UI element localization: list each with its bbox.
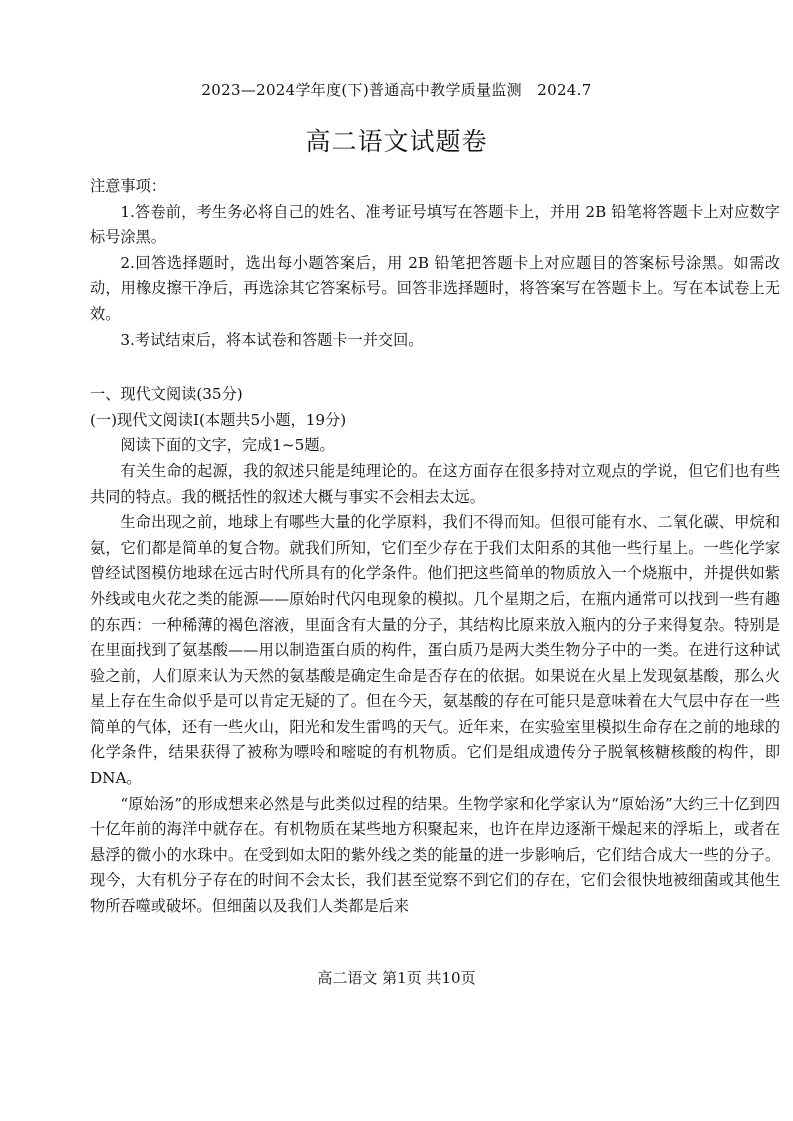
page-title: 高二语文试题卷 bbox=[305, 127, 488, 156]
page-content bbox=[90, 174, 780, 920]
passage-paragraph-1: 有关生命的起源，我的叙述只能是纯理论的。在这方面存在很多持对立观点的学说，但它们也有些共同的特点。我的概括性的叙述大概与事实不会相去太远。 bbox=[90, 461, 780, 506]
passage-paragraph-2: 生命出现之前，地球上有哪些大量的化学原料，我们不得而知。但很可能有水、二氧化碳、甲烷和氨，它们都是简单的复合物。就我们所知，它们至少存在于我们太阳系的其他一些行星上。一些化学家曾经试图模仿地球在远古时代所具有的化学条件。他们把这些简单的物质放入一个烧瓶中，并提供如紫外线或电火花之类的能源——原始时代闪电现象的模拟。几个星期之后，在瓶内通常可以找到一些有趣的东西：一种稀薄的褐色溶液，里面含有大量的分子，其结构比原来放入瓶内的分子来得复杂。特别是在里面找到了氨基酸——用以制造蛋白质的构件，蛋白质乃是两大类生物分子中的一类。在进行这种试验之前，人们原来认为天然的氨基酸是确定生命是否存在的依据。如果说在火星上发现氨基酸，那么火星上存在生命似乎是可以肯定无疑的了。但在今天，氨基酸的存在可能只是意味着在大气层中存在一些简单的气体，还有一些火山，阳光和发生雷鸣的天气。近年来，在实验室里模拟生命存在之前的地球的化学条件，结果获得了被称为嘌呤和嘧啶的有机物质。它们是组成遗传分子脱氧核糖核酸的构件，即DNA。 bbox=[90, 513, 780, 788]
note-item-1: 1.答卷前，考生务必将自己的姓名、准考证号填写在答题卡上，并用 2B 铅笔将答题卡上对应数字标号涂黑。 bbox=[90, 202, 780, 247]
note-item-2: 2.回答选择题时，选出每小题答案后，用 2B 铅笔把答题卡上对应题目的答案标号涂黑。如需改动，用橡皮擦干净后，再选涂其它答案标号。回答非选择题时，将答案写在答题卡上。写在本试卷上无效。 bbox=[90, 253, 780, 323]
reading-instruction: 阅读下面的文字，完成1~5题。 bbox=[120, 436, 335, 455]
page-footer: 高二语文 第1页 共10页 bbox=[317, 969, 476, 987]
note-item-3: 3.考试结束后，将本试卷和答题卡一并交回。 bbox=[120, 330, 424, 349]
section-gap bbox=[90, 353, 780, 382]
notes-heading: 注意事项： bbox=[90, 177, 166, 195]
section-subheading: (一)现代文阅读Ⅰ(本题共5小题，19分) bbox=[90, 410, 347, 429]
section-heading: 一、现代文阅读(35分) bbox=[90, 385, 243, 404]
passage-paragraph-3: “原始汤”的形成想来必然是与此类似过程的结果。生物学家和化学家认为“原始汤”大约三十亿到四十亿年前的海洋中就存在。有机物质在某些地方积聚起来，也许在岸边逐渐干燥起来的浮垢上，或者在悬浮的微小的水珠中。在受到如太阳的紫外线之类的能量的进一步影响后，它们结合成大一些的分子。现今，大有机分子存在的时间不会太长，我们甚至觉察不到它们的存在，它们会很快地被细菌或其他生物所吞噬或破坏。但细菌以及我们人类都是后来 bbox=[90, 794, 780, 916]
exam-header-line: 2023—2024学年度(下)普通高中教学质量监测 2024.7 bbox=[201, 81, 592, 99]
